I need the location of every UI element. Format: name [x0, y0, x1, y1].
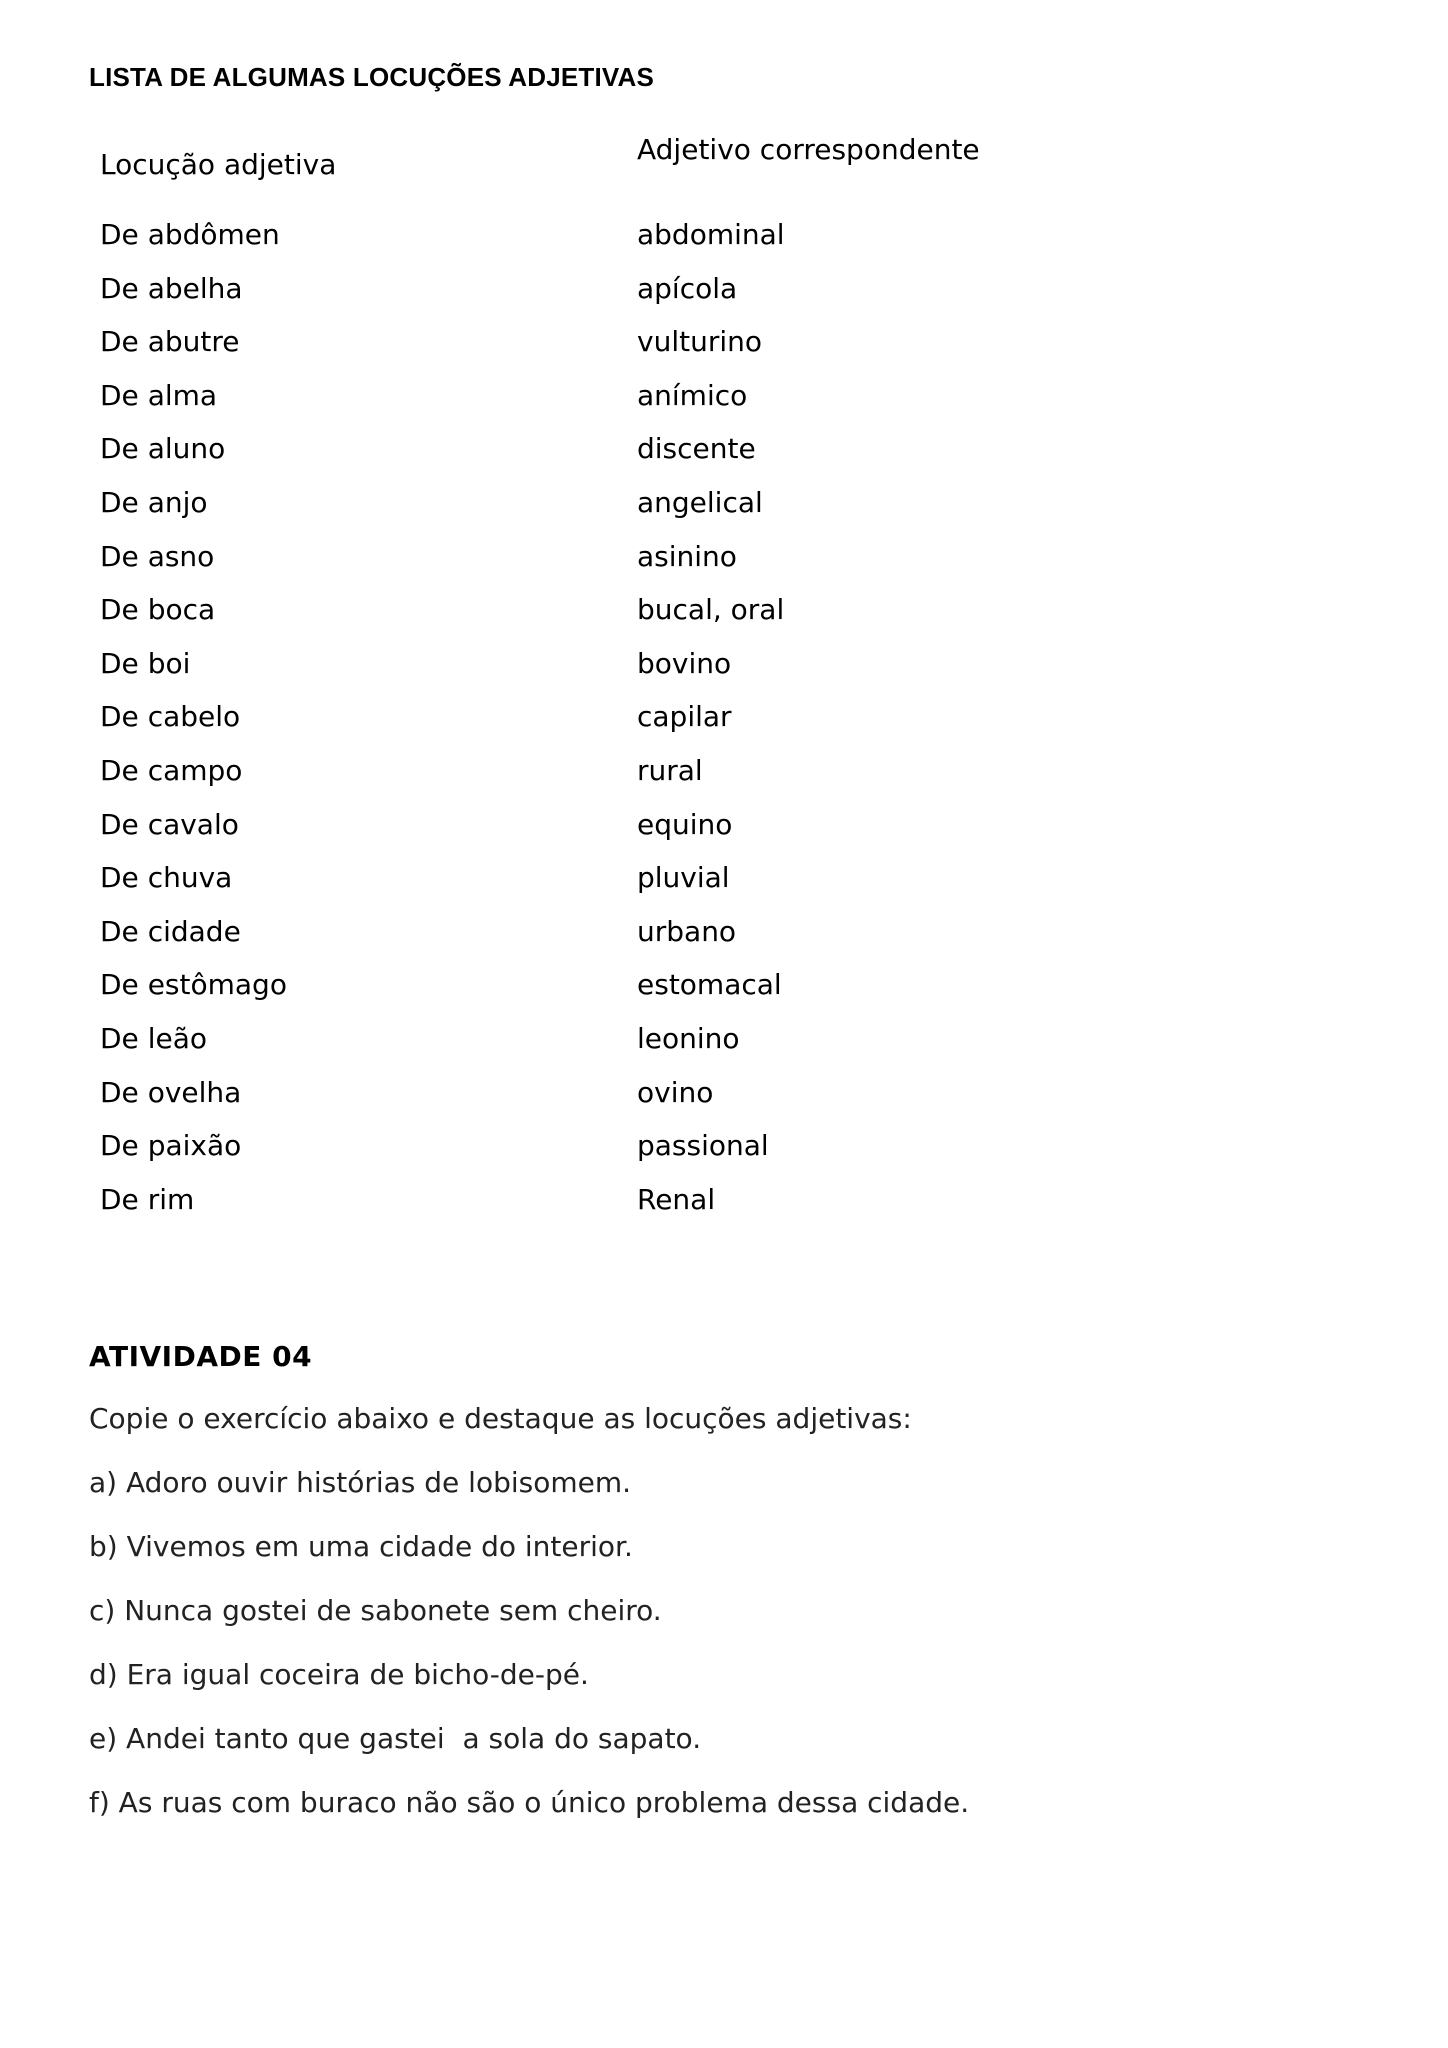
- locucao-cell: De asno: [100, 539, 215, 573]
- table-row: [100, 1022, 1200, 1076]
- adjetivo-cell: Renal: [637, 1182, 716, 1216]
- adjetivo-cell: discente: [637, 432, 756, 466]
- exercise-item: a) Adoro ouvir histórias de lobisomem.: [89, 1466, 632, 1499]
- table-row: [100, 432, 1200, 486]
- table-row: [100, 379, 1200, 433]
- adjetivo-cell: urbano: [637, 914, 737, 948]
- column-header-locucao: Locução adjetiva: [100, 148, 337, 181]
- locucao-cell: De paixão: [100, 1129, 242, 1163]
- table-row: [100, 861, 1200, 915]
- locucao-cell: De boi: [100, 646, 191, 680]
- activity-heading: ATIVIDADE 04: [89, 1340, 313, 1373]
- locucao-cell: De anjo: [100, 485, 208, 519]
- table-row: [100, 540, 1200, 594]
- locucao-cell: De chuva: [100, 861, 233, 895]
- adjetivo-cell: leonino: [637, 1021, 740, 1055]
- locucao-cell: De cabelo: [100, 700, 241, 734]
- locucao-cell: De abelha: [100, 271, 243, 305]
- locucao-cell: De cidade: [100, 914, 241, 948]
- table-row: [100, 808, 1200, 862]
- adjetivo-cell: estomacal: [637, 968, 782, 1002]
- locucao-cell: De alma: [100, 378, 218, 412]
- exercise-item: e) Andei tanto que gastei a sola do sapato.: [89, 1722, 702, 1755]
- locucao-cell: De cavalo: [100, 807, 239, 841]
- locucao-cell: De leão: [100, 1021, 207, 1055]
- table-row: [100, 218, 1200, 272]
- locucao-cell: De rim: [100, 1182, 195, 1216]
- exercise-item: c) Nunca gostei de sabonete sem cheiro.: [89, 1594, 662, 1627]
- table-row: [100, 1183, 1200, 1237]
- locucao-cell: De boca: [100, 593, 216, 627]
- exercise-item: d) Era igual coceira de bicho-de-pé.: [89, 1658, 589, 1691]
- adjetivo-cell: angelical: [637, 485, 763, 519]
- adjetivo-cell: abdominal: [637, 218, 785, 251]
- locucao-cell: De estômago: [100, 968, 287, 1002]
- table-row: [100, 593, 1200, 647]
- locucao-cell: De campo: [100, 753, 243, 787]
- adjetivo-cell: equino: [637, 807, 733, 841]
- locucao-cell: De aluno: [100, 432, 226, 466]
- adjetivo-cell: rural: [637, 753, 703, 787]
- activity-instruction: Copie o exercício abaixo e destaque as locuções adjetivas:: [89, 1402, 912, 1435]
- vocabulary-table: [100, 218, 1200, 1236]
- table-row: [100, 325, 1200, 379]
- table-row: [100, 1076, 1200, 1130]
- adjetivo-cell: apícola: [637, 271, 738, 305]
- column-header-adjetivo: Adjetivo correspondente: [637, 133, 980, 166]
- adjetivo-cell: asinino: [637, 539, 737, 573]
- table-row: [100, 647, 1200, 701]
- table-row: [100, 486, 1200, 540]
- exercise-item: b) Vivemos em uma cidade do interior.: [89, 1530, 633, 1563]
- table-row: [100, 700, 1200, 754]
- adjetivo-cell: bovino: [637, 646, 732, 680]
- locucao-cell: De abutre: [100, 325, 240, 359]
- adjetivo-cell: passional: [637, 1129, 769, 1163]
- table-row: [100, 754, 1200, 808]
- locucao-cell: De ovelha: [100, 1075, 242, 1109]
- table-row: [100, 272, 1200, 326]
- table-row: [100, 1129, 1200, 1183]
- table-row: [100, 968, 1200, 1022]
- adjetivo-cell: anímico: [637, 378, 748, 412]
- page-title: LISTA DE ALGUMAS LOCUÇÕES ADJETIVAS: [89, 62, 655, 92]
- adjetivo-cell: bucal, oral: [637, 593, 785, 627]
- adjetivo-cell: vulturino: [637, 325, 762, 359]
- adjetivo-cell: pluvial: [637, 861, 730, 895]
- exercise-item: f) As ruas com buraco não são o único problema dessa cidade.: [89, 1786, 970, 1819]
- activity-body: [89, 1402, 1339, 1850]
- table-row: [100, 915, 1200, 969]
- adjetivo-cell: ovino: [637, 1075, 714, 1109]
- adjetivo-cell: capilar: [637, 700, 732, 734]
- locucao-cell: De abdômen: [100, 218, 280, 251]
